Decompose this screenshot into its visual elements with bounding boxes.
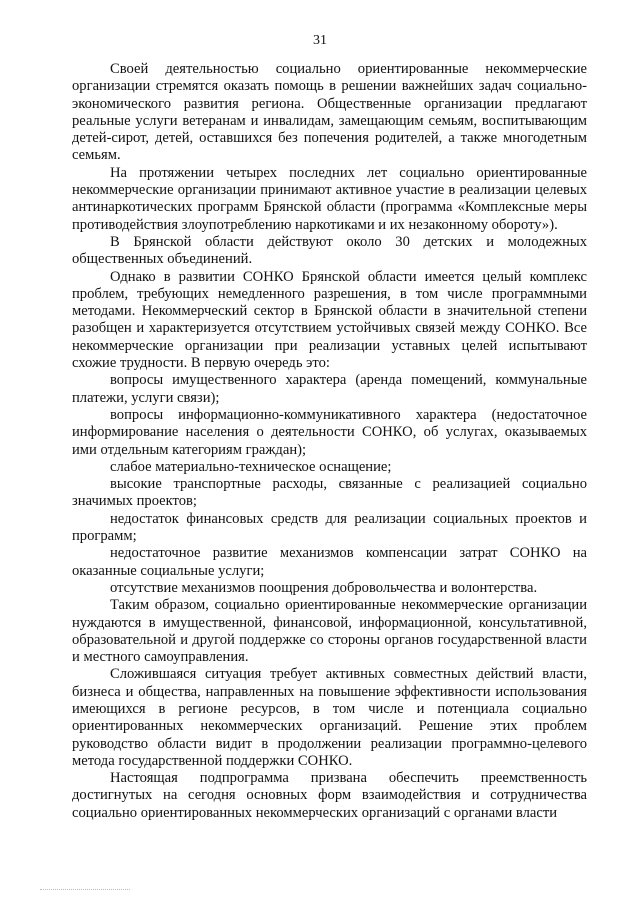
scan-edge-mark	[40, 889, 130, 890]
list-item-volunteering: отсутствие механизмов поощрения добровольчества и волонтерства.	[110, 579, 538, 596]
paragraph-intro: Своей деятельностью социально ориентированные некоммерческие организации стремятся оказать помощь в решении важнейших задач социально-экономического развития региона. Общественные организации предлагают реальные услуги ветеранам и инвалидам, замещающим семьям, воспитывающим детей-сирот, детей, оставшихся без попечения родителей, а также многодетным семьям.	[72, 61, 587, 164]
paragraph-problems: Однако в развитии СОНКО Брянской области имеется целый комплекс проблем, требующих немедленного разрешения, в том числе программными методами. Некоммерческий сектор в Брянской области в значительной степени разобщен и характеризуется отсутствием устойчивых связей между СОНКО. Все некоммерческие организации при реализации уставных целей испытывают схожие трудности. В первую очередь это:	[72, 268, 587, 372]
list-item-information-issues: вопросы информационно-коммуникативного характера (недостаточное информирование населения о деятельности СОНКО, об услугах, оказываемых ими отдельным категориям граждан);	[72, 406, 587, 458]
page-number: 31	[313, 33, 327, 48]
document-body	[72, 61, 587, 822]
paragraph-youth-associations: В Брянской области действуют около 30 детских и молодежных общественных объединений.	[72, 233, 587, 268]
paragraph-support-needs: Таким образом, социально ориентированные некоммерческие организации нуждаются в имущественной, финансовой, информационной, консультативной, образовательной и другой поддержке со стороны органов государственной власти и местного самоуправления.	[72, 597, 587, 666]
paragraph-antinarcotic-programs: На протяжении четырех последних лет социально ориентированные некоммерческие организации принимают активное участие в реализации целевых антинаркотических программ Брянской области (программа «Комплексные меры противодействия злоупотреблению наркотиками и их незаконному обороту»).	[72, 164, 587, 233]
list-item-funding-shortage: недостаток финансовых средств для реализации социальных проектов и программ;	[72, 510, 587, 545]
list-item-property-issues: вопросы имущественного характера (аренда помещений, коммунальные платежи, услуги связи);	[72, 372, 587, 406]
paragraph-subprogram: Настоящая подпрограмма призвана обеспечить преемственность достигнутых на сегодня основных форм взаимодействия и сотрудничества социально ориентированных некоммерческих организаций с органами власти	[72, 770, 587, 821]
list-item-transport-costs: высокие транспортные расходы, связанные с реализацией социально значимых проектов;	[72, 476, 587, 510]
paragraph-joint-actions: Сложившаяся ситуация требует активных совместных действий власти, бизнеса и общества, направленных на повышение эффективности использования имеющихся в регионе ресурсов, в том числе и потенциала социально ориентированных некоммерческих организаций. Решение этих проблем руководство области видит в продолжении реализации программно-целевого метода государственной поддержки СОНКО.	[72, 666, 587, 769]
list-item-cost-compensation: недостаточное развитие механизмов компенсации затрат СОНКО на оказанные социальные услуги;	[72, 545, 587, 579]
list-item-material-equipment: слабое материально-техническое оснащение;	[110, 458, 392, 475]
